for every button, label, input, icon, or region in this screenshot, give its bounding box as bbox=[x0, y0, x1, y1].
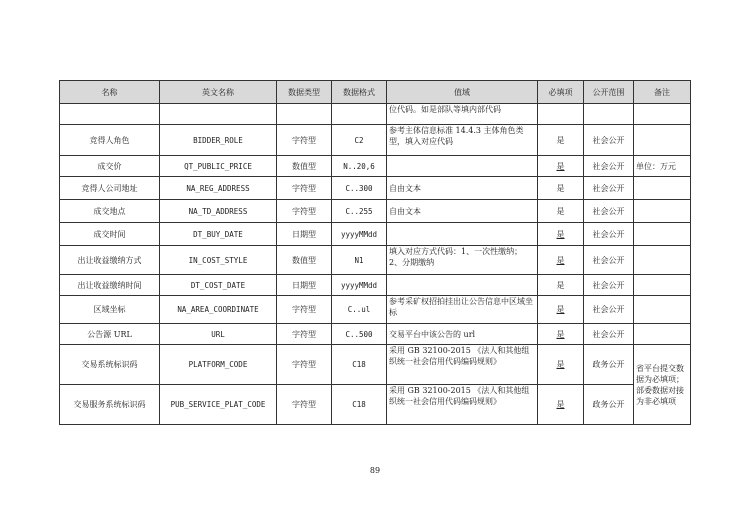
cell-value-domain: 采用 GB 32100-2015 《法人和其他组织统一社会信用代码编码规则》 bbox=[387, 345, 538, 385]
table-row bbox=[60, 275, 691, 296]
header-value-domain: 值域 bbox=[387, 81, 538, 104]
table-row bbox=[60, 324, 691, 345]
cell-name: 成交价 bbox=[60, 156, 160, 177]
cell-english-name: DT_BUY_DATE bbox=[160, 223, 277, 246]
cell-data-type: 字符型 bbox=[277, 296, 332, 324]
cell-required: 是 bbox=[538, 200, 584, 223]
cell-value-domain bbox=[387, 275, 538, 296]
cell-value-domain bbox=[387, 223, 538, 246]
cell-remarks bbox=[634, 104, 691, 125]
cell-data-type: 数值型 bbox=[277, 246, 332, 275]
cell-data-type: 数值型 bbox=[277, 156, 332, 177]
cell-value-domain: 位代码。如是部队等填内部代码 bbox=[387, 104, 538, 125]
cell-remarks bbox=[634, 324, 691, 345]
cell-public-scope: 社会公开 bbox=[584, 125, 634, 156]
cell-english-name bbox=[160, 104, 277, 125]
cell-public-scope: 社会公开 bbox=[584, 324, 634, 345]
cell-data-type bbox=[277, 104, 332, 125]
required-mark: 是 bbox=[556, 305, 565, 314]
cell-name: 成交时间 bbox=[60, 223, 160, 246]
cell-data-type: 字符型 bbox=[277, 324, 332, 345]
header-data-format: 数据格式 bbox=[332, 81, 387, 104]
table-row bbox=[60, 125, 691, 156]
cell-remarks bbox=[634, 246, 691, 275]
cell-required bbox=[538, 324, 584, 345]
table-row bbox=[60, 104, 691, 125]
cell-public-scope: 社会公开 bbox=[584, 296, 634, 324]
cell-public-scope: 社会公开 bbox=[584, 246, 634, 275]
cell-data-type: 字符型 bbox=[277, 385, 332, 425]
cell-public-scope: 社会公开 bbox=[584, 223, 634, 246]
cell-value-domain: 采用 GB 32100-2015 《法人和其他组织统一社会信用代码编码规则》 bbox=[387, 385, 538, 425]
cell-remarks bbox=[634, 177, 691, 200]
table-row bbox=[60, 345, 691, 385]
cell-name bbox=[60, 104, 160, 125]
cell-data-type: 字符型 bbox=[277, 177, 332, 200]
cell-required bbox=[538, 104, 584, 125]
cell-required: 是 bbox=[538, 177, 584, 200]
cell-data-format: C2 bbox=[332, 125, 387, 156]
cell-data-type: 日期型 bbox=[277, 223, 332, 246]
table-header-row bbox=[60, 81, 691, 104]
cell-remarks bbox=[634, 223, 691, 246]
cell-data-type: 字符型 bbox=[277, 345, 332, 385]
cell-public-scope bbox=[584, 104, 634, 125]
cell-required bbox=[538, 296, 584, 324]
cell-data-format: C..300 bbox=[332, 177, 387, 200]
cell-value-domain: 参考主体信息标准 14.4.3 主体角色类型，填入对应代码 bbox=[387, 125, 538, 156]
page-number: 89 bbox=[369, 466, 381, 475]
cell-data-type: 字符型 bbox=[277, 200, 332, 223]
cell-name: 竞得人角色 bbox=[60, 125, 160, 156]
cell-value-domain: 自由文本 bbox=[387, 177, 538, 200]
cell-name: 竞得人公司地址 bbox=[60, 177, 160, 200]
cell-data-format: yyyyMMdd bbox=[332, 223, 387, 246]
cell-name: 成交地点 bbox=[60, 200, 160, 223]
cell-data-type: 字符型 bbox=[277, 125, 332, 156]
cell-data-format bbox=[332, 104, 387, 125]
cell-english-name: DT_COST_DATE bbox=[160, 275, 277, 296]
cell-english-name: PLATFORM_CODE bbox=[160, 345, 277, 385]
table-row bbox=[60, 200, 691, 223]
cell-data-format: C18 bbox=[332, 385, 387, 425]
cell-name: 出让收益缴纳时间 bbox=[60, 275, 160, 296]
cell-data-format: C18 bbox=[332, 345, 387, 385]
required-mark: 是 bbox=[556, 360, 565, 369]
cell-public-scope: 政务公开 bbox=[584, 345, 634, 385]
cell-data-format: C..ul bbox=[332, 296, 387, 324]
header-data-type: 数据类型 bbox=[277, 81, 332, 104]
cell-data-format: C..255 bbox=[332, 200, 387, 223]
header-remarks: 备注 bbox=[634, 81, 691, 104]
table-row bbox=[60, 223, 691, 246]
cell-english-name: NA_AREA_COORDINATE bbox=[160, 296, 277, 324]
cell-name: 交易系统标识码 bbox=[60, 345, 160, 385]
data-spec-table bbox=[59, 80, 691, 425]
required-mark: 是 bbox=[556, 161, 565, 171]
cell-public-scope: 社会公开 bbox=[584, 275, 634, 296]
cell-public-scope: 社会公开 bbox=[584, 200, 634, 223]
cell-data-format: C..500 bbox=[332, 324, 387, 345]
cell-data-format: N..20,6 bbox=[332, 156, 387, 177]
cell-value-domain: 参考采矿权招拍挂出让公告信息中区域坐标 bbox=[387, 296, 538, 324]
header-public-scope: 公开范围 bbox=[584, 81, 634, 104]
cell-required: 是 bbox=[538, 275, 584, 296]
table-row bbox=[60, 296, 691, 324]
cell-name: 出让收益缴纳方式 bbox=[60, 246, 160, 275]
cell-data-format: yyyyMMdd bbox=[332, 275, 387, 296]
required-mark: 是 bbox=[556, 329, 565, 339]
cell-public-scope: 政务公开 bbox=[584, 385, 634, 425]
header-english-name: 英文名称 bbox=[160, 81, 277, 104]
required-mark: 是 bbox=[556, 255, 565, 265]
table-row bbox=[60, 246, 691, 275]
cell-english-name: NA_REG_ADDRESS bbox=[160, 177, 277, 200]
cell-english-name: BIDDER_ROLE bbox=[160, 125, 277, 156]
table-row bbox=[60, 177, 691, 200]
header-required: 必填项 bbox=[538, 81, 584, 104]
cell-public-scope: 社会公开 bbox=[584, 156, 634, 177]
cell-english-name: PUB_SERVICE_PLAT_CODE bbox=[160, 385, 277, 425]
cell-value-domain bbox=[387, 156, 538, 177]
cell-remarks bbox=[634, 125, 691, 156]
cell-data-format: N1 bbox=[332, 246, 387, 275]
cell-required bbox=[538, 223, 584, 246]
cell-name: 交易服务系统标识码 bbox=[60, 385, 160, 425]
cell-required bbox=[538, 385, 584, 425]
cell-english-name: NA_TD_ADDRESS bbox=[160, 200, 277, 223]
cell-value-domain: 填入对应方式代码：1、一次性缴纳；2、分期缴纳 bbox=[387, 246, 538, 275]
header-name: 名称 bbox=[60, 81, 160, 104]
cell-name: 区域坐标 bbox=[60, 296, 160, 324]
cell-name: 公告源 URL bbox=[60, 324, 160, 345]
cell-value-domain: 交易平台中该公告的 url bbox=[387, 324, 538, 345]
cell-required bbox=[538, 246, 584, 275]
cell-remarks bbox=[634, 275, 691, 296]
cell-public-scope: 社会公开 bbox=[584, 177, 634, 200]
cell-english-name: URL bbox=[160, 324, 277, 345]
cell-english-name: IN_COST_STYLE bbox=[160, 246, 277, 275]
cell-value-domain: 自由文本 bbox=[387, 200, 538, 223]
required-mark: 是 bbox=[556, 229, 565, 239]
table-row bbox=[60, 385, 691, 425]
required-mark: 是 bbox=[556, 400, 565, 409]
cell-english-name: QT_PUBLIC_PRICE bbox=[160, 156, 277, 177]
table-row bbox=[60, 156, 691, 177]
cell-remarks-price-unit: 单位：万元 bbox=[634, 156, 691, 177]
cell-remarks-platform-note: 省平台提交数据为必填项；部委数据对接为非必填项 bbox=[634, 345, 691, 425]
cell-required: 是 bbox=[538, 125, 584, 156]
cell-required bbox=[538, 345, 584, 385]
cell-required bbox=[538, 156, 584, 177]
cell-data-type: 日期型 bbox=[277, 275, 332, 296]
cell-remarks bbox=[634, 200, 691, 223]
cell-remarks bbox=[634, 296, 691, 324]
